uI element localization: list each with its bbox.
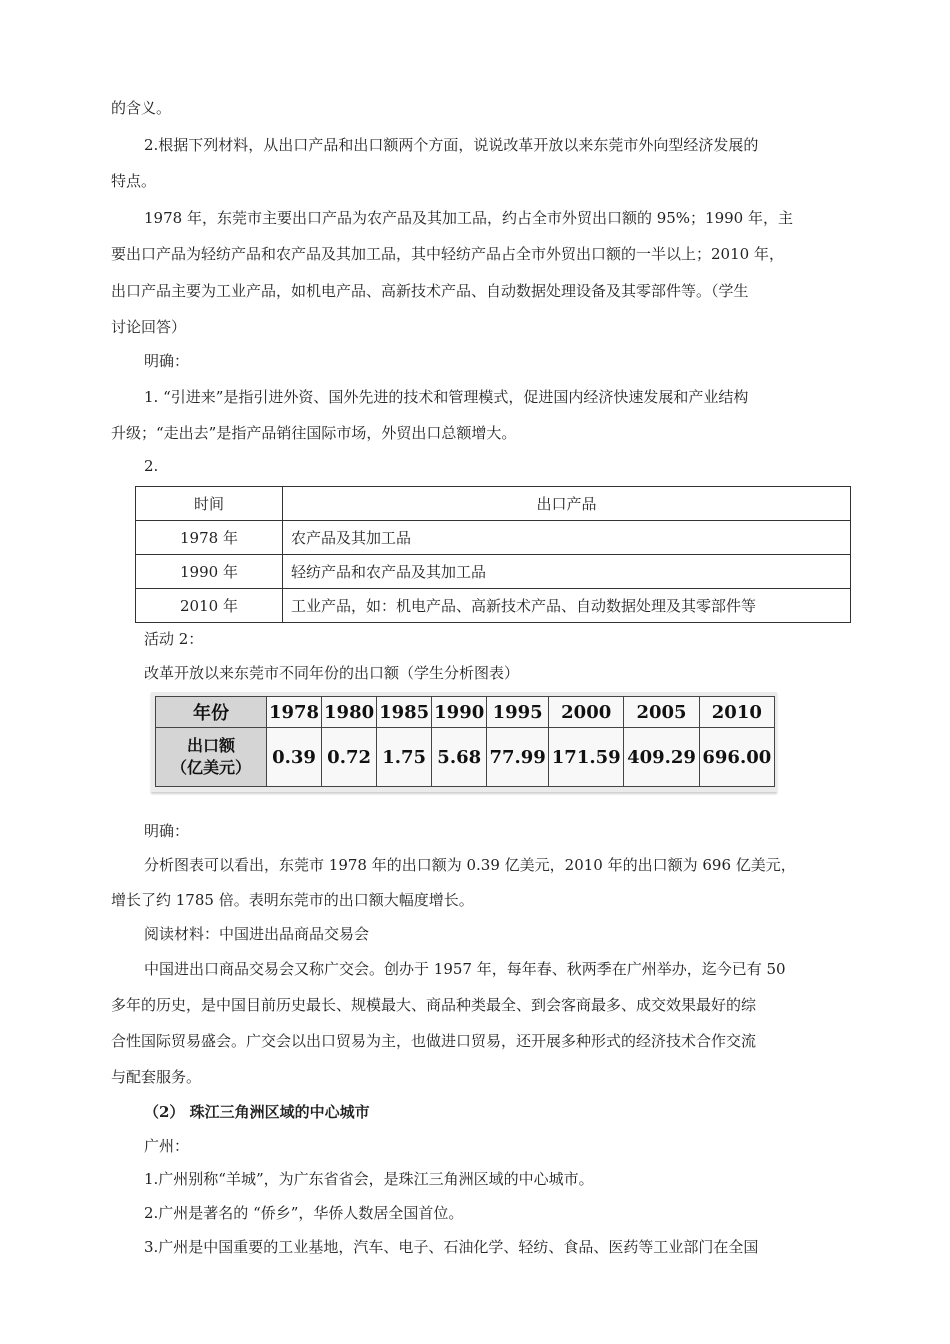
activity-title: 活动 2： bbox=[144, 630, 204, 648]
table-row bbox=[136, 555, 851, 589]
activity-subtitle: 改革开放以来东莞市不同年份的出口额（学生分析图表） bbox=[144, 664, 520, 682]
year-cell: 1985 bbox=[377, 697, 432, 728]
reading-title: 阅读材料：中国进出品商品交易会 bbox=[144, 925, 370, 943]
value-cell: 0.39 bbox=[267, 728, 322, 787]
list-item: 2.广州是著名的 “侨乡”，华侨人数居全国首位。 bbox=[144, 1204, 464, 1222]
paragraph-line: 增长了约 1785 倍。表明东莞市的出口额大幅度增长。 bbox=[111, 891, 474, 909]
paragraph-line: 要出口产品为轻纺产品和农产品及其加工品，其中轻纺产品占全市外贸出口额的一半以上；2010 年， bbox=[111, 245, 784, 263]
year-cell: 1990 bbox=[432, 697, 487, 728]
value-cell: 409.29 bbox=[624, 728, 699, 787]
section-heading: （2） 珠江三角洲区域的中心城市 bbox=[144, 1103, 370, 1121]
list-item: 3.广州是中国重要的工业基地，汽车、电子、石油化学、轻纺、食品、医药等工业部门在全国 bbox=[144, 1238, 759, 1256]
answer-heading: 明确： bbox=[144, 352, 190, 370]
value-cell: 696.00 bbox=[699, 728, 774, 787]
paragraph-line: 分析图表可以看出，东莞市 1978 年的出口额为 0.39 亿美元，2010 年的出口额为 696 亿美元， bbox=[144, 856, 796, 874]
paragraph-line: 中国进出口商品交易会又称广交会。创办于 1957 年，每年春、秋两季在广州举办，迄今已有 50 bbox=[144, 960, 786, 978]
value-cell: 171.59 bbox=[549, 728, 624, 787]
value-header-line1: 出口额 bbox=[186, 736, 235, 755]
list-item: 1.广州别称“羊城”，为广东省省会，是珠江三角洲区域的中心城市。 bbox=[144, 1170, 594, 1188]
export-value-table bbox=[155, 696, 775, 787]
paragraph-line: 2. bbox=[144, 457, 159, 475]
year-cell: 1978 bbox=[267, 697, 322, 728]
year-cell: 2000 bbox=[549, 697, 624, 728]
table-cell-products: 轻纺产品和农产品及其加工品 bbox=[283, 555, 851, 589]
paragraph-line: 特点。 bbox=[111, 172, 157, 190]
header-time: 时间 bbox=[136, 487, 283, 521]
year-header: 年份 bbox=[156, 697, 267, 728]
value-cell: 5.68 bbox=[432, 728, 487, 787]
paragraph-line: 的含义。 bbox=[111, 99, 172, 117]
value-header bbox=[156, 728, 267, 787]
year-cell: 2010 bbox=[699, 697, 774, 728]
value-row bbox=[156, 728, 775, 787]
table-cell-year: 1990 年 bbox=[136, 555, 283, 589]
value-cell: 0.72 bbox=[322, 728, 377, 787]
paragraph-line: 2.根据下列材料，从出口产品和出口额两个方面，说说改革开放以来东莞市外向型经济发展的 bbox=[144, 136, 759, 154]
paragraph-line: 出口产品主要为工业产品，如机电产品、高新技术产品、自动数据处理设备及其零部件等。（学生 bbox=[111, 282, 749, 300]
paragraph-line: 讨论回答） bbox=[111, 318, 187, 336]
year-cell: 2005 bbox=[624, 697, 699, 728]
table-cell-year: 1978 年 bbox=[136, 521, 283, 555]
value-cell: 77.99 bbox=[487, 728, 549, 787]
header-products: 出口产品 bbox=[283, 487, 851, 521]
paragraph-line: 多年的历史，是中国目前历史最长、规模最大、商品种类最全、到会客商最多、成交效果最好的综 bbox=[111, 996, 757, 1014]
export-value-figure bbox=[151, 692, 777, 792]
year-cell: 1980 bbox=[322, 697, 377, 728]
table-cell-products: 农产品及其加工品 bbox=[283, 521, 851, 555]
table-row bbox=[136, 521, 851, 555]
city-label: 广州： bbox=[144, 1137, 190, 1155]
value-cell: 1.75 bbox=[377, 728, 432, 787]
table-header-row bbox=[136, 487, 851, 521]
paragraph-line: 1. “引进来”是指引进外资、国外先进的技术和管理模式，促进国内经济快速发展和产业结构 bbox=[144, 388, 749, 406]
year-row bbox=[156, 697, 775, 728]
year-cell: 1995 bbox=[487, 697, 549, 728]
paragraph-line: 与配套服务。 bbox=[111, 1068, 202, 1086]
export-products-table bbox=[135, 486, 851, 623]
value-header-line2: （亿美元） bbox=[170, 758, 251, 777]
answer-heading: 明确： bbox=[144, 822, 190, 840]
paragraph-line: 1978 年，东莞市主要出口产品为农产品及其加工品，约占全市外贸出口额的 95%；1990 年，主 bbox=[144, 209, 793, 227]
paragraph-line: 升级；“走出去”是指产品销往国际市场，外贸出口总额增大。 bbox=[111, 424, 517, 442]
table-row bbox=[136, 589, 851, 623]
table-cell-year: 2010 年 bbox=[136, 589, 283, 623]
paragraph-line: 合性国际贸易盛会。广交会以出口贸易为主，也做进口贸易，还开展多种形式的经济技术合作交流 bbox=[111, 1032, 757, 1050]
table-cell-products: 工业产品，如：机电产品、高新技术产品、自动数据处理及其零部件等 bbox=[283, 589, 851, 623]
